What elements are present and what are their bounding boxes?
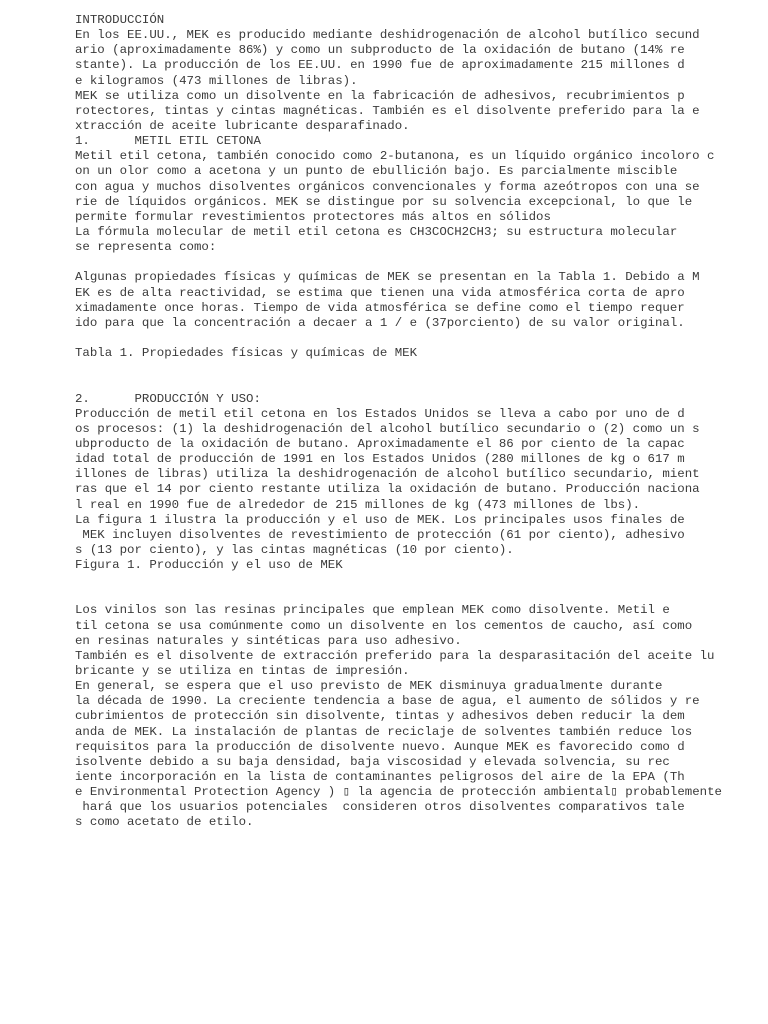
text-line: En general, se espera que el uso previsto de MEK disminuya gradualmente durante	[75, 679, 663, 694]
text-line: rotectores, tintas y cintas magnéticas. También es el disolvente preferido para la e	[75, 103, 700, 118]
text-line: ario (aproximadamente 86%) y como un subproducto de la oxidación de butano (14% re	[75, 43, 685, 58]
text-line: cubrimientos de protección sin disolvente, tintas y adhesivos deben reducir la dem	[75, 709, 685, 724]
text-line: En los EE.UU., MEK es producido mediante deshidrogenación de alcohol butílico secund	[75, 28, 700, 43]
text-line	[75, 588, 765, 603]
text-line: También es el disolvente de extracción preferido para la desparasitación del aceite lu	[75, 648, 715, 663]
text-line: permite formular revestimientos protectores más altos en sólidos	[75, 209, 551, 224]
text-line: requisitos para la producción de disolvente nuevo. Aunque MEK es favorecido como d	[75, 739, 685, 754]
text-line: til cetona se usa comúnmente como un disolvente en los cementos de caucho, así como	[75, 618, 693, 633]
text-line: EK es de alta reactividad, se estima que tienen una vida atmosférica corta de apro	[75, 285, 685, 300]
text-line: idad total de producción de 1991 en los Estados Unidos (280 millones de kg o 617 m	[75, 452, 685, 467]
text-line: hará que los usuarios potenciales consideren otros disolventes comparativos tale	[75, 800, 685, 815]
text-line: os procesos: (1) la deshidrogenación del alcohol butílico secundario o (2) como un s	[75, 421, 700, 436]
text-line: ras que el 14 por ciento restante utiliza la oxidación de butano. Producción naciona	[75, 482, 700, 497]
text-line: INTRODUCCIÓN	[75, 13, 165, 27]
text-line: iente incorporación en la lista de contaminantes peligrosos del aire de la EPA (Th	[75, 770, 685, 785]
text-line: bricante y se utiliza en tintas de impresión.	[75, 664, 410, 679]
text-line: Los vinilos son las resinas principales que emplean MEK como disolvente. Metil e	[75, 603, 670, 618]
text-line: e Environmental Protection Agency ) ▯ la agencia de protección ambiental▯ probablemente	[75, 785, 722, 800]
text-line: La fórmula molecular de metil etil cetona es CH3COCH2CH3; su estructura molecular	[75, 224, 678, 239]
text-line: con agua y muchos disolventes orgánicos convencionales y forma azeótropos con una se	[75, 179, 700, 194]
text-line: rie de líquidos orgánicos. MEK se distingue por su solvencia excepcional, lo que le	[75, 194, 693, 209]
text-line: stante). La producción de los EE.UU. en 1990 fue de aproximadamente 215 millones d	[75, 58, 685, 73]
text-line: anda de MEK. La instalación de plantas de reciclaje de solventes también reduce los	[75, 724, 693, 739]
text-line: Algunas propiedades físicas y químicas de MEK se presentan en la Tabla 1. Debido a M	[75, 270, 700, 285]
text-line	[75, 376, 765, 391]
text-line: MEK se utiliza como un disolvente en la fabricación de adhesivos, recubrimientos p	[75, 88, 685, 103]
text-line: ido para que la concentración a decaer a 1 / e (37porciento) de su valor original.	[75, 315, 685, 330]
text-line: ubproducto de la oxidación de butano. Aproximadamente el 86 por ciento de la capac	[75, 436, 685, 451]
text-line: se representa como:	[75, 240, 217, 255]
text-line: s (13 por ciento), y las cintas magnéticas (10 por ciento).	[75, 542, 514, 557]
text-line: on un olor como a acetona y un punto de ebullición bajo. Es parcialmente miscible	[75, 164, 678, 179]
text-line	[75, 255, 765, 270]
text-line: Tabla 1. Propiedades físicas y químicas de MEK	[75, 346, 418, 361]
text-line: la década de 1990. La creciente tendencia a base de agua, el aumento de sólidos y re	[75, 694, 700, 709]
text-line: e kilogramos (473 millones de libras).	[75, 73, 358, 88]
text-line: Figura 1. Producción y el uso de MEK	[75, 558, 343, 573]
text-line: xtracción de aceite lubricante desparafinado.	[75, 118, 410, 133]
text-line	[75, 331, 765, 346]
text-line: s como acetato de etilo.	[75, 815, 254, 830]
text-line: La figura 1 ilustra la producción y el uso de MEK. Los principales usos finales de	[75, 512, 685, 527]
text-line	[75, 361, 765, 376]
document-body	[75, 13, 765, 831]
text-line: Producción de metil etil cetona en los Estados Unidos se lleva a cabo por uno de d	[75, 406, 685, 421]
text-line: 2. PRODUCCIÓN Y USO:	[75, 391, 261, 406]
text-line	[75, 573, 765, 588]
text-line: Metil etil cetona, también conocido como 2-butanona, es un líquido orgánico incoloro c	[75, 149, 715, 164]
text-line: 1. METIL ETIL CETONA	[75, 134, 261, 149]
text-line: MEK incluyen disolventes de revestimiento de protección (61 por ciento), adhesivo	[75, 527, 685, 542]
text-line: illones de libras) utiliza la deshidrogenación de alcohol butílico secundario, mient	[75, 467, 700, 482]
text-line: en resinas naturales y sintéticas para uso adhesivo.	[75, 633, 462, 648]
text-line: isolvente debido a su baja densidad, baja viscosidad y elevada solvencia, su rec	[75, 754, 670, 769]
text-line: l real en 1990 fue de alrededor de 215 millones de kg (473 millones de lbs).	[75, 497, 641, 512]
text-line: ximadamente once horas. Tiempo de vida atmosférica se define como el tiempo requer	[75, 300, 685, 315]
